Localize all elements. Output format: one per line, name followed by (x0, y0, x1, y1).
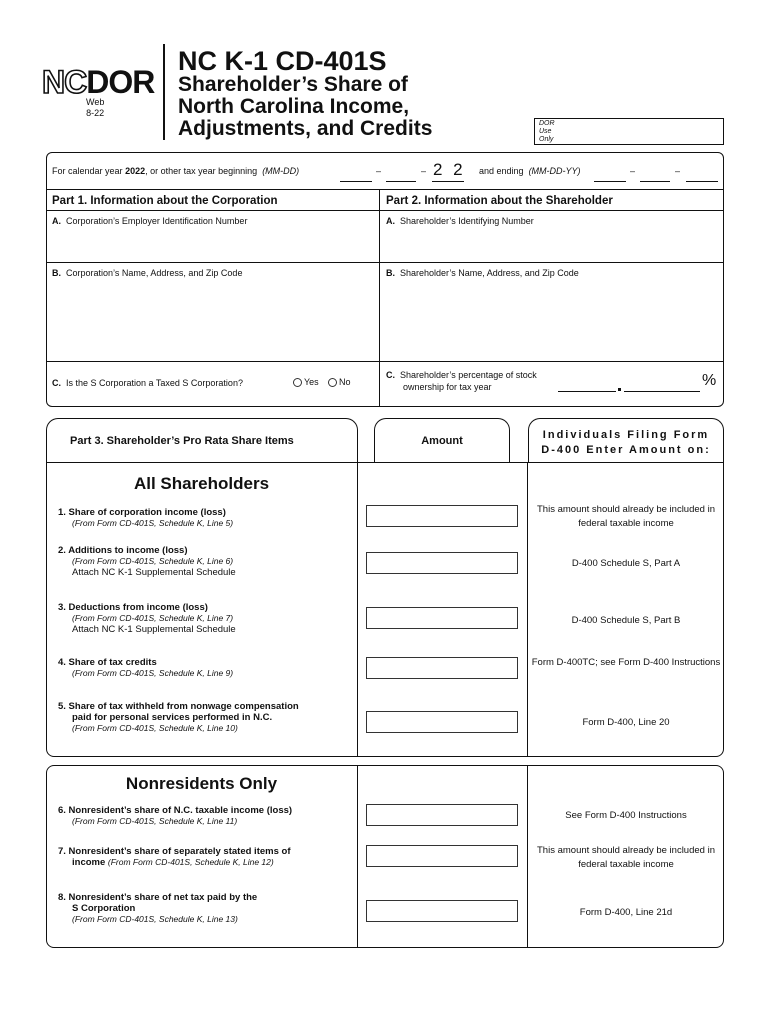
part3-title: Part 3. Shareholder’s Pro Rata Share Items (70, 435, 294, 447)
instructions-header: Individuals Filing Form D-400 Enter Amount on: (541, 429, 711, 456)
parts-divider (379, 189, 380, 407)
corp-ein-label: A. Corporation’s Employer Identification Number (52, 216, 248, 226)
and-ending-label: and ending (MM-DD-YY) (479, 166, 581, 176)
shareholder-id-label: A. Shareholder’s Identifying Number (386, 216, 534, 226)
begin-day-field[interactable] (386, 181, 416, 182)
line-6: 6. Nonresident’s share of N.C. taxable income (loss) (From Form CD-401S, Schedule K, Line 11) (58, 805, 293, 826)
all-shareholders-title: All Shareholders (133, 474, 270, 493)
ownership-percent-label: C. Shareholder’s percentage of stock ownership for tax year (386, 370, 537, 392)
end-year-field[interactable] (686, 181, 718, 182)
header-divider (163, 44, 165, 140)
line-2: 2. Additions to income (loss) (From Form CD-401S, Schedule K, Line 6) Attach NC K-1 Supplemental Schedule (58, 545, 236, 578)
form-id: NC K-1 CD-401S (178, 46, 387, 76)
decimal-point (618, 388, 621, 391)
line-8: 8. Nonresident’s share of net tax paid by the S Corporation (From Form CD-401S, Schedule K, Line 13) (58, 892, 258, 924)
line-8-amount[interactable] (366, 900, 518, 922)
form-title: Shareholder’s Share of North Carolina Income, Adjustments, and Credits (178, 73, 433, 140)
line-4-amount[interactable] (366, 657, 518, 679)
no-radio[interactable]: No (328, 377, 351, 387)
taxed-s-corp-question: C. Is the S Corporation a Taxed S Corporation? (52, 378, 243, 388)
yes-radio[interactable]: Yes (293, 377, 319, 387)
form-version: Web 8-22 (86, 97, 105, 118)
shareholder-name-label: B. Shareholder’s Name, Address, and Zip Code (386, 268, 579, 278)
ncdor-logo: NCDOR (42, 64, 155, 100)
line-6-amount[interactable] (366, 804, 518, 826)
line-5: 5. Share of tax withheld from nonwage compensation paid for personal services performed in N.C. (From Form CD-401S, Schedule K, Line 10) (58, 701, 299, 733)
line-4: 4. Share of tax credits (From Form CD-401S, Schedule K, Line 9) (58, 657, 234, 678)
yes-radio-circle[interactable] (293, 378, 302, 387)
tax-year-line: For calendar year 2022, or other tax year beginning (MM-DD) (52, 166, 300, 176)
line-5-instruction: Form D-400, Line 20 (582, 717, 670, 728)
line-2-amount[interactable] (366, 552, 518, 574)
percent-decimal-field[interactable] (624, 391, 700, 392)
no-radio-circle[interactable] (328, 378, 337, 387)
line-1-instruction: This amount should already be included in federal taxable income (537, 504, 715, 529)
corp-name-label: B. Corporation’s Name, Address, and Zip Code (52, 268, 243, 278)
line-1-amount[interactable] (366, 505, 518, 527)
info-section (46, 152, 724, 407)
line-3-instruction: D-400 Schedule S, Part B (571, 615, 681, 626)
line-7-instruction: This amount should already be included in federal taxable income (537, 845, 715, 870)
line-1: 1. Share of corporation income (loss) (From Form CD-401S, Schedule K, Line 5) (58, 507, 234, 528)
line-6-instruction: See Form D-400 Instructions (565, 810, 687, 821)
line-2-instruction: D-400 Schedule S, Part A (571, 558, 681, 569)
end-month-field[interactable] (594, 181, 626, 182)
part2-title: Part 2. Information about the Shareholder (386, 195, 613, 207)
line-7: 7. Nonresident’s share of separately stated items of income (From Form CD-401S, Schedule K, Line 12) (58, 846, 291, 868)
line-4-instruction: Form D-400TC; see Form D-400 Instructions (531, 657, 721, 668)
percent-whole-field[interactable] (558, 391, 616, 392)
line-5-amount[interactable] (366, 711, 518, 733)
begin-month-field[interactable] (340, 181, 372, 182)
part1-title: Part 1. Information about the Corporation (52, 195, 278, 207)
line-3: 3. Deductions from income (loss) (From Form CD-401S, Schedule K, Line 7) Attach NC K-1 Supplemental Schedule (58, 602, 236, 635)
end-day-field[interactable] (640, 181, 670, 182)
dor-use-only-box: DOR Use Only (534, 118, 724, 145)
line-7-amount[interactable] (366, 845, 518, 867)
begin-year-value: 2 2 (433, 160, 466, 179)
percent-sign: % (702, 372, 717, 389)
line-3-amount[interactable] (366, 607, 518, 629)
line-8-instruction: Form D-400, Line 21d (579, 907, 673, 918)
amount-header: Amount (421, 435, 463, 447)
nonresidents-title: Nonresidents Only (125, 774, 278, 793)
